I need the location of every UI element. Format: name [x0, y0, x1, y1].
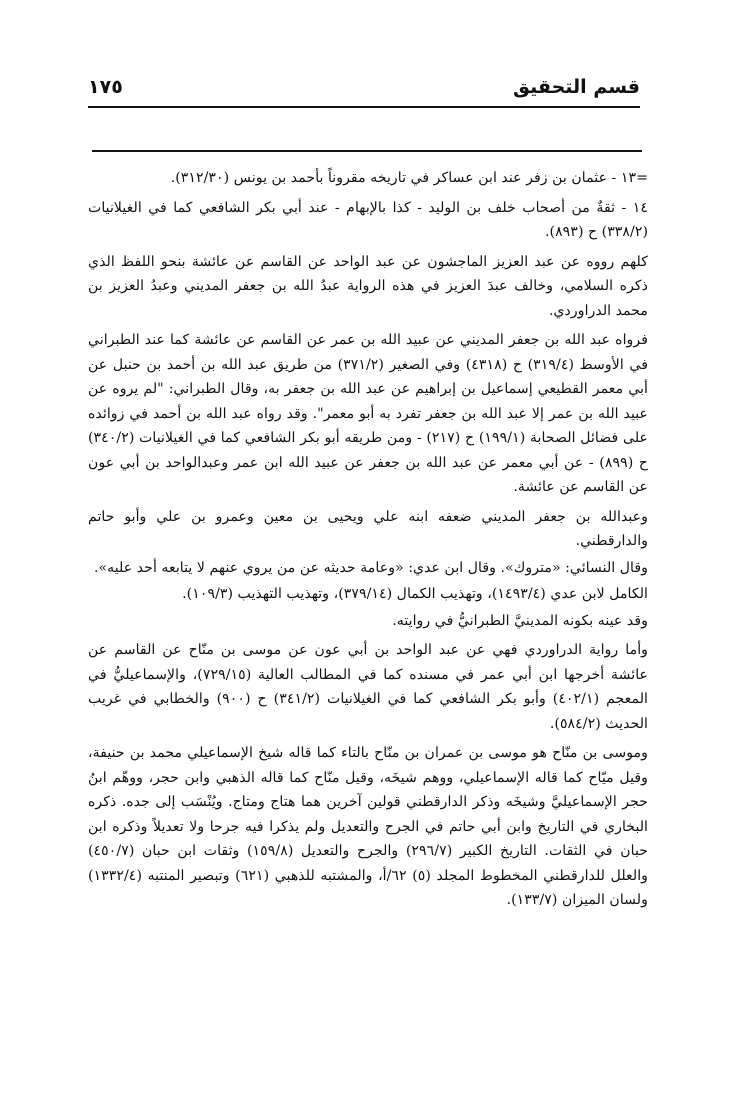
page-header [88, 76, 640, 108]
running-title: قسم التحقيق [513, 76, 640, 98]
paragraph-darawardi-route: وأما رواية الدراوردي فهي عن عبد الواحد بن أبي عون عن موسى بن منّاح عن القاسم عن عائشة أخرجها ابن أبي عمر في مسنده كما في المطالب العالية (٧٢٩/١٥)، والإسماعيليُّ في المعجم (٤٠٢/١) وأبو بكر الشافعي كما في الغيلانيات (٣٤١/٢) ح (٩٠٠) والخطابي في غريب الحديث (٥٨٤/٢). [88, 642, 648, 732]
paragraph-abdullah-ibn-jafar-route: فرواه عبد الله بن جعفر المديني عن عبيد الله بن عمر عن القاسم عن عائشة كما عند الطبراني في الأوسط (٣١٩/٤) ح (٤٣١٨) وفي الصغير (٣٧١/٢) من طريق عبد الله بن أحمد بن حنبل عن أبي معمر القطيعي إسماعيل بن إبراهيم عن عبد الله بن جعفر به، وقال الطبراني: "لم يروه عن عبيد الله بن عمر إلا عبد الله بن جعفر تفرد به أبو معمر". وقد رواه عبد الله بن أحمد في زوائده على فضائل الصحابة (١٩٩/١) ح (٢١٧) - ومن طريقه أبو بكر الشافعي كما في الغيلانيات (٣٤٠/٢) ح (٨٩٩) - عن أبي معمر عن عبد الله بن جعفر عن عبيد الله ابن عمر وعبدالواحد بن أبي عون عن القاسم عن عائشة. [88, 332, 649, 495]
paragraph-musa-ibn-mannah: وموسى بن منّاح هو موسى بن عمران بن منّاح بالتاء كما قاله شيخ الإسماعيلي محمد بن حنيفة، وقيل ميّاح كما قاله الإسماعيلي، ووهم شيخَه، وقيل منّاح كما قاله الذهبي وابن حجر، ووهّم ابنُ حجر الإسماعيليَّ وشيخَه وذكر الدارقطني قولين آخرين هما هتاج ومتاج. ويُنْسَب إلى جده. ذكره البخاري في التاريخ وابن أبي حاتم في الجرح والتعديل ولم يذكرا فيه جرحا ولا تعديلاً وذكره ابن حبان في الثقات. التاريخ الكبير (٢٩٦/٧) والجرح والتعديل (١٥٩/٨) وثقات ابن حبان (٤٥٠/٧) والعلل للدارقطني المخطوط المجلد (٥) ٦٢/أ، والمشتبه للذهبي (٦٢١) وتبصير المنتبه (١٣٣٢/٤) ولسان الميزان (١٣٣/٧). [88, 745, 649, 908]
paragraph-narrator-14: ١٤ - ثقةٌ من أصحاب خلف بن الوليد - كذا بالإبهام - عند أبي بكر الشافعي كما في الغيلانيات (٣٣٨/٢) ح (٨٩٣). [88, 199, 648, 240]
paragraph-references: الكامل لابن عدي (١٤٩٣/٤)، وتهذيب الكمال (٣٧٩/١٤)، وتهذيب التهذيب (١٠٩/٣). [182, 586, 648, 602]
paragraph-weakness: وعبدالله بن جعفر المديني ضعفه ابنه علي ويحيى بن معين وعمرو بن علي وأبو حاتم والدارقطني. [88, 508, 648, 549]
header-separator-rule [92, 150, 642, 152]
paragraph-all-narrated: كلهم رووه عن عبد العزيز الماجشون عن عبد الواحد عن القاسم عن عائشة بنحو اللفظ الذي ذكره السلامي، وخالف عبدَ العزيز في هذه الرواية عبدُ الله بن جعفر المديني وعبدُ العزيز بن محمد الدراوردي. [88, 253, 648, 319]
paragraph-narrator-13: =١٣ - عثمان بن زفر عند ابن عساكر في تاريخه مقروناً بأحمد بن يونس (٣١٢/٣٠). [170, 170, 648, 186]
body-text [88, 166, 648, 918]
paragraph-nasai-quote: وقال النسائي: «متروك». وقال ابن عدي: «وعامة حديثه عن من يروي عنهم لا يتابعه أحد عليه». [93, 559, 648, 576]
paragraph-identification: وقد عينه بكونه المدينيَّ الطبرانيُّ في روايته. [392, 612, 648, 629]
page-number: ١٧٥ [88, 76, 123, 98]
